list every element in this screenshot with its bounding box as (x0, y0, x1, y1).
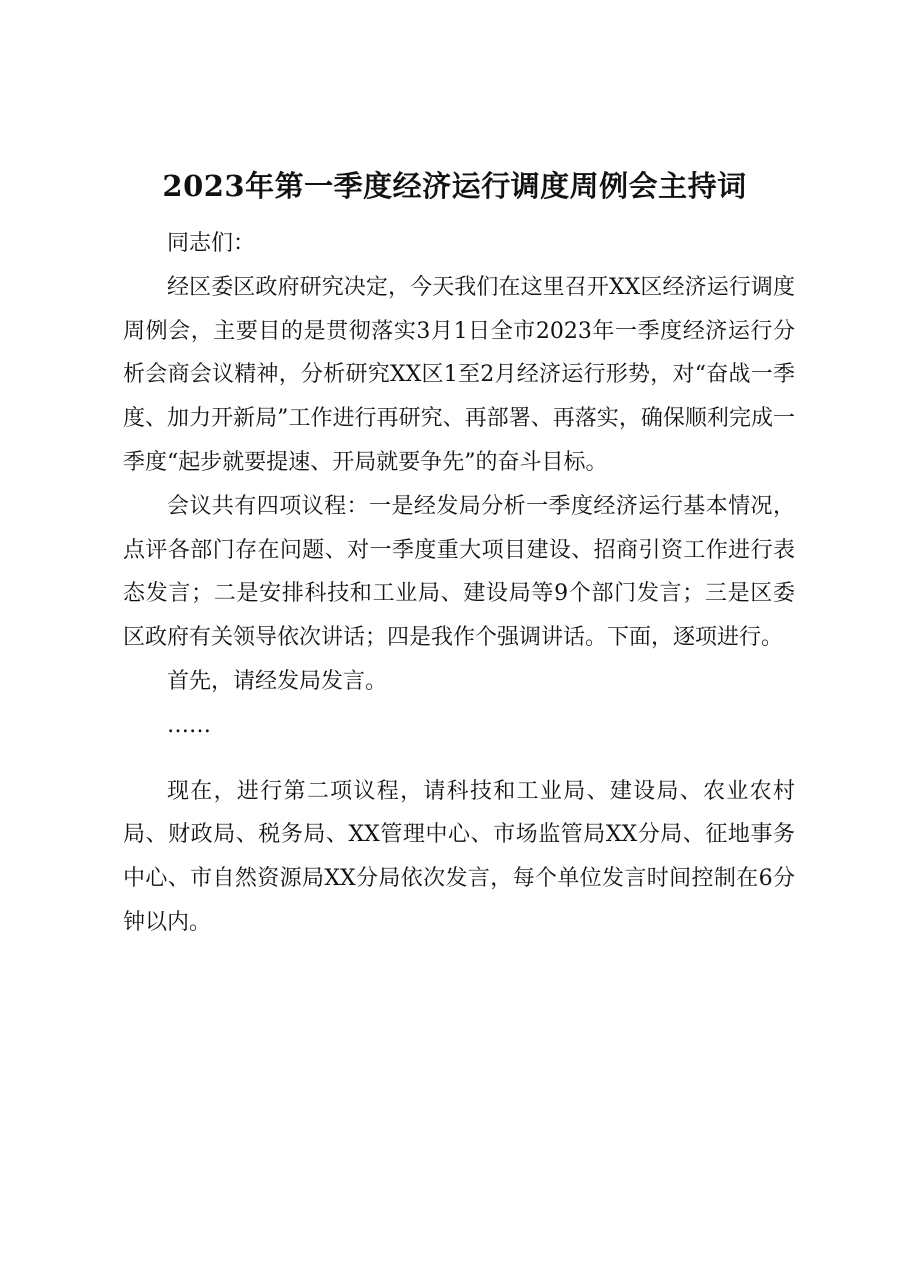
paragraph-ellipsis: …… (167, 712, 211, 738)
document-body (123, 222, 795, 945)
paragraph-agenda: 会议共有四项议程：一是经发局分析一季度经济运行基本情况，点评各部门存在问题、对一季度重大项目建设、招商引资工作进行表态发言；二是安排科技和工业局、建设局等9个部门发言；三是区委区政府有关领导依次讲话；四是我作个强调讲话。下面，逐项进行。 (123, 493, 795, 651)
paragraph-greeting: 同志们： (167, 231, 256, 256)
paragraph-purpose: 经区委区政府研究决定，今天我们在这里召开XX区经济运行调度周例会，主要目的是贯彻落实3月1日全市2023年一季度经济运行分析会商会议精神，分析研究XX区1至2月经济运行形势，对“奋战一季度、加力开新局”工作进行再研究、再部署、再落实，确保顺利完成一季度“起步就要提速、开局就要争先”的奋斗目标。 (123, 274, 795, 475)
paragraph-second-agenda: 现在，进行第二项议程，请科技和工业局、建设局、农业农村局、财政局、税务局、XX管理中心、市场监管局XX分局、征地事务中心、市自然资源局XX分局依次发言，每个单位发言时间控制在6分钟以内。 (123, 778, 795, 935)
paragraph-first-speaker: 首先，请经发局发言。 (167, 668, 388, 694)
document-title: 2023年第一季度经济运行调度周例会主持词 (162, 169, 747, 203)
paragraph-gap (123, 748, 795, 770)
